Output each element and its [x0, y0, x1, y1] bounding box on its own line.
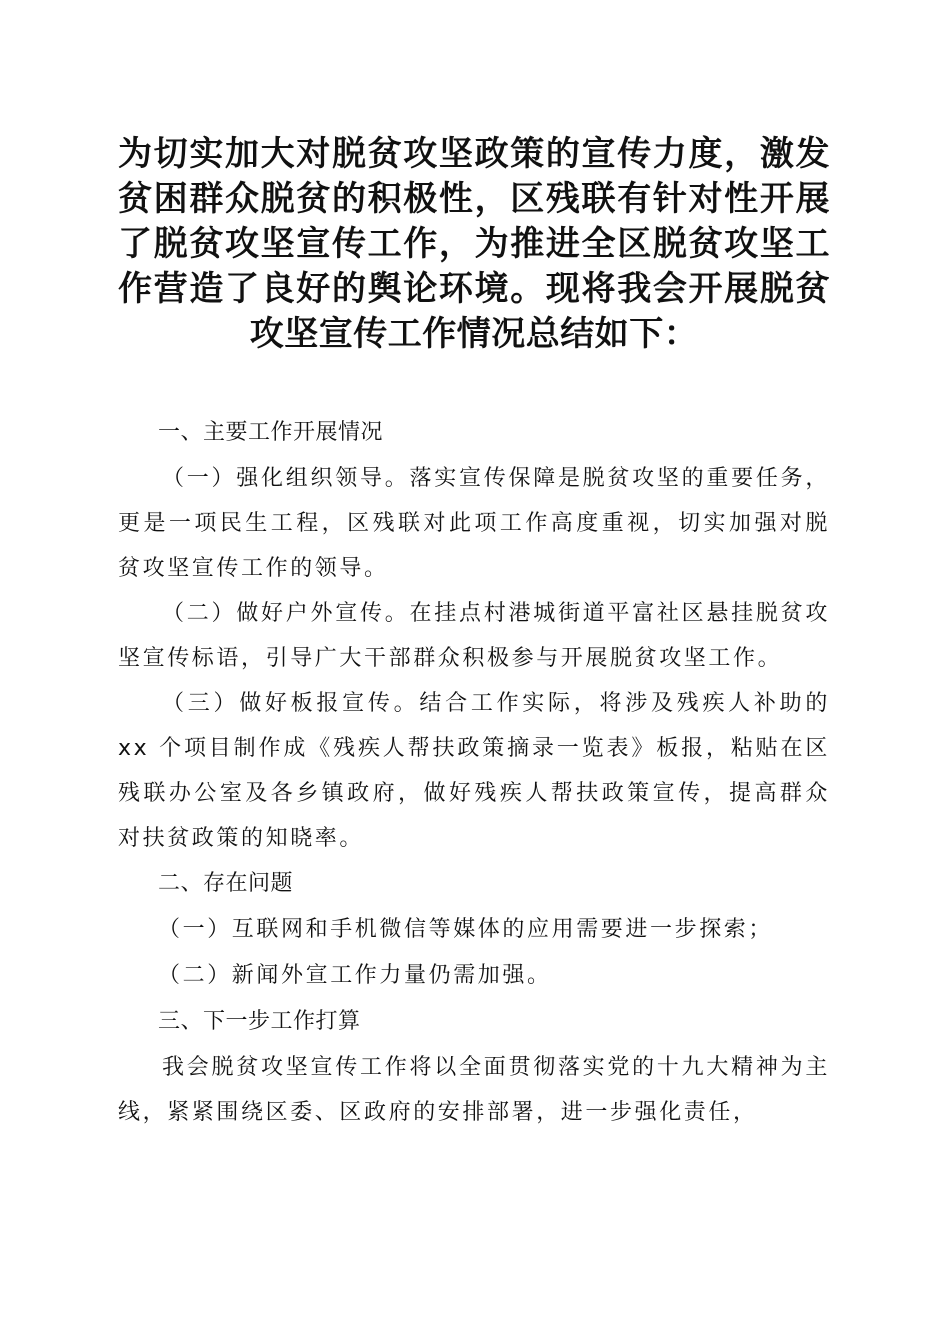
paragraph-problem-media: （一）互联网和手机微信等媒体的应用需要进一步探索；: [158, 917, 774, 942]
paragraph-next-steps: 我会脱贫攻坚宣传工作将以全面贯彻落实党的十九大精神为主线，紧紧围绕区委、区政府的安排部署，进一步强化责任，: [118, 1055, 830, 1125]
paragraph-organization-leadership: （一）强化组织领导。落实宣传保障是脱贫攻坚的重要任务，更是一项民生工程，区残联对此项工作高度重视，切实加强对脱贫攻坚宣传工作的领导。: [118, 466, 830, 581]
section-heading-next-steps: 三、下一步工作打算: [158, 1009, 361, 1034]
paragraph-board-publicity: （三）做好板报宣传。结合工作实际，将涉及残疾人补助的 xx 个项目制作成《残疾人帮扶政策摘录一览表》板报，粘贴在区残联办公室及各乡镇政府，做好残疾人帮扶政策宣传，提高群众对扶贫政策的知晓率。: [118, 691, 830, 851]
document-title: 为切实加大对脱贫攻坚政策的宣传力度，激发贫困群众脱贫的积极性，区残联有针对性开展了脱贫攻坚宣传工作，为推进全区脱贫攻坚工作营造了良好的舆论环境。现将我会开展脱贫攻坚宣传工作情况总结如下：: [118, 134, 830, 354]
paragraph-problem-news: （二）新闻外宣工作力量仍需加强。: [158, 963, 552, 988]
section-heading-main-work: 一、主要工作开展情况: [158, 420, 384, 445]
paragraph-outdoor-publicity: （二）做好户外宣传。在挂点村港城街道平富社区悬挂脱贫攻坚宣传标语，引导广大干部群众积极参与开展脱贫攻坚工作。: [118, 601, 830, 671]
section-heading-problems: 二、存在问题: [158, 871, 294, 896]
document-body: [118, 410, 830, 1135]
